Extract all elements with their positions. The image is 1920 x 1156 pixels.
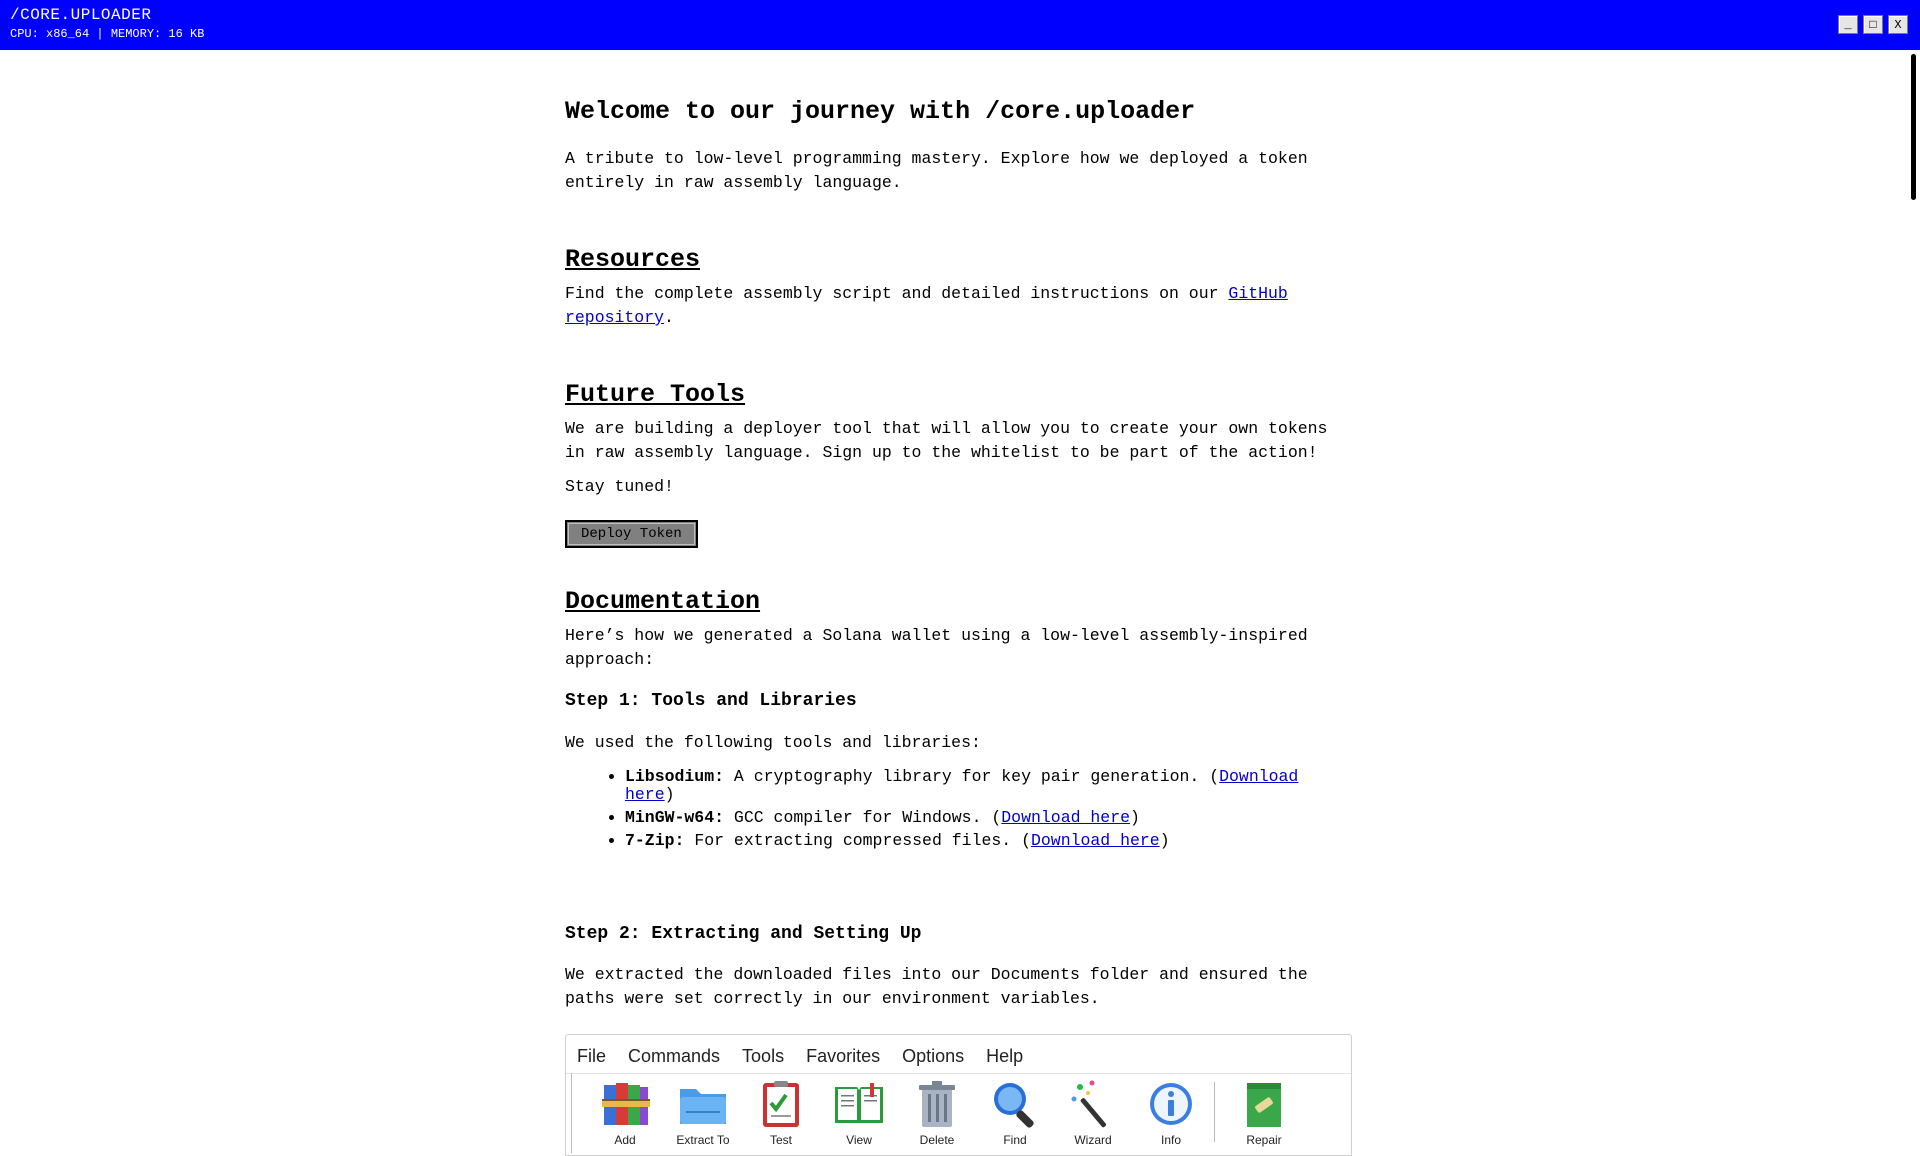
screenshot-tool-delete (898, 1077, 976, 1147)
magic-wand-icon (1066, 1077, 1120, 1131)
tool-name: MinGW-w64: (625, 808, 725, 827)
window-title: /CORE.UPLOADER (10, 6, 152, 24)
tool-label: Extract To (676, 1133, 730, 1147)
stay-tuned-text: Stay tuned! (565, 477, 674, 496)
tool-label: Repair (1246, 1133, 1282, 1147)
resources-text-before: Find the complete assembly script and detailed instructions on our (565, 284, 1229, 303)
screenshot-menu-favorites: Favorites (806, 1046, 881, 1066)
scrollbar-thumb[interactable] (1911, 54, 1916, 200)
list-item (625, 809, 1355, 827)
checklist-icon (754, 1077, 808, 1131)
maximize-button[interactable]: □ (1863, 15, 1883, 34)
content-area (0, 50, 1908, 1147)
list-item (625, 832, 1355, 850)
screenshot-menu-tools: Tools (742, 1046, 785, 1066)
tool-label: Delete (919, 1133, 955, 1147)
close-button[interactable]: X (1888, 15, 1908, 34)
screenshot-tool-wizard (1054, 1077, 1132, 1147)
future-tools-heading: Future Tools (565, 380, 746, 409)
tools-list (565, 768, 1355, 855)
screenshot-menu-commands: Commands (628, 1046, 721, 1066)
vertical-scrollbar[interactable] (1908, 50, 1920, 1080)
paren-close: ) (664, 785, 675, 804)
mingw-download-link[interactable]: Download here (1001, 808, 1131, 827)
window-titlebar (0, 0, 1920, 50)
screenshot-tool-info (1132, 1077, 1210, 1147)
screenshot-menubar (566, 1043, 1034, 1069)
screenshot-tool-add (586, 1077, 664, 1147)
step2-text: We extracted the downloaded files into our Documents folder and ensured the paths were set correctly in our environment variables. (565, 965, 1308, 1008)
screenshot-menu-help: Help (986, 1046, 1024, 1066)
tool-name: Libsodium: (625, 767, 725, 786)
screenshot-tool-find (976, 1077, 1054, 1147)
step1-text: We used the following tools and libraries: (565, 733, 981, 752)
tool-label: Test (769, 1133, 792, 1147)
screenshot-divider (566, 1073, 1351, 1074)
screenshot-tool-extract (664, 1077, 742, 1147)
system-info: CPU: x86_64 | MEMORY: 16 KB (10, 27, 205, 41)
info-icon (1144, 1077, 1198, 1131)
repair-box-icon (1237, 1077, 1291, 1131)
tool-desc: For extracting compressed files. ( (684, 831, 1031, 850)
tool-label: Info (1160, 1133, 1181, 1147)
github-repository-link[interactable]: GitHub repository (565, 284, 1288, 327)
tool-label: Add (614, 1133, 636, 1147)
libsodium-download-link[interactable]: Download here (625, 767, 1299, 804)
screenshot-menu-options: Options (902, 1046, 965, 1066)
7zip-download-link[interactable]: Download here (1030, 831, 1160, 850)
winrar-screenshot (565, 1034, 1352, 1156)
tool-label: Find (1003, 1133, 1027, 1147)
resources-text (565, 282, 1355, 330)
screenshot-tool-view (820, 1077, 898, 1147)
trash-icon (910, 1077, 964, 1131)
folder-icon (676, 1077, 730, 1131)
tool-label: View (846, 1133, 872, 1147)
deploy-token-button[interactable]: Deploy Token (565, 520, 698, 548)
toolbar-separator (1214, 1082, 1215, 1142)
tool-desc: A cryptography library for key pair generation. ( (724, 767, 1220, 786)
documentation-intro: Here’s how we generated a Solana wallet using a low-level assembly-inspired approach: (565, 626, 1308, 669)
documentation-heading: Documentation (565, 587, 761, 616)
tool-desc: GCC compiler for Windows. ( (724, 808, 1002, 827)
intro-text: A tribute to low-level programming mastery. Explore how we deployed a token entirely in raw assembly language. (565, 149, 1308, 192)
resources-heading: Resources (565, 245, 701, 274)
page-title: Welcome to our journey with /core.uploader (565, 97, 1196, 126)
screenshot-toolbar (586, 1077, 1303, 1147)
tool-name: 7-Zip: (625, 831, 685, 850)
list-item (625, 768, 1355, 804)
paren-close: ) (1130, 808, 1140, 827)
screenshot-left-border (571, 1073, 572, 1153)
step1-heading: Step 1: Tools and Libraries (565, 691, 857, 711)
screenshot-tool-test (742, 1077, 820, 1147)
magnifier-icon (988, 1077, 1042, 1131)
window-controls (1838, 15, 1908, 34)
open-book-icon (832, 1077, 886, 1131)
minimize-button[interactable]: _ (1838, 15, 1858, 34)
future-tools-text: We are building a deployer tool that will allow you to create your own tokens in raw assembly language. Sign up to the whitelist to be part of the action! (565, 419, 1328, 462)
tool-label: Wizard (1074, 1133, 1112, 1147)
screenshot-menu-file: File (577, 1046, 607, 1066)
resources-text-after: . (664, 308, 674, 327)
archive-books-icon (598, 1077, 652, 1131)
paren-close: ) (1159, 831, 1170, 850)
step2-heading: Step 2: Extracting and Setting Up (565, 924, 922, 944)
screenshot-tool-repair (1225, 1077, 1303, 1147)
